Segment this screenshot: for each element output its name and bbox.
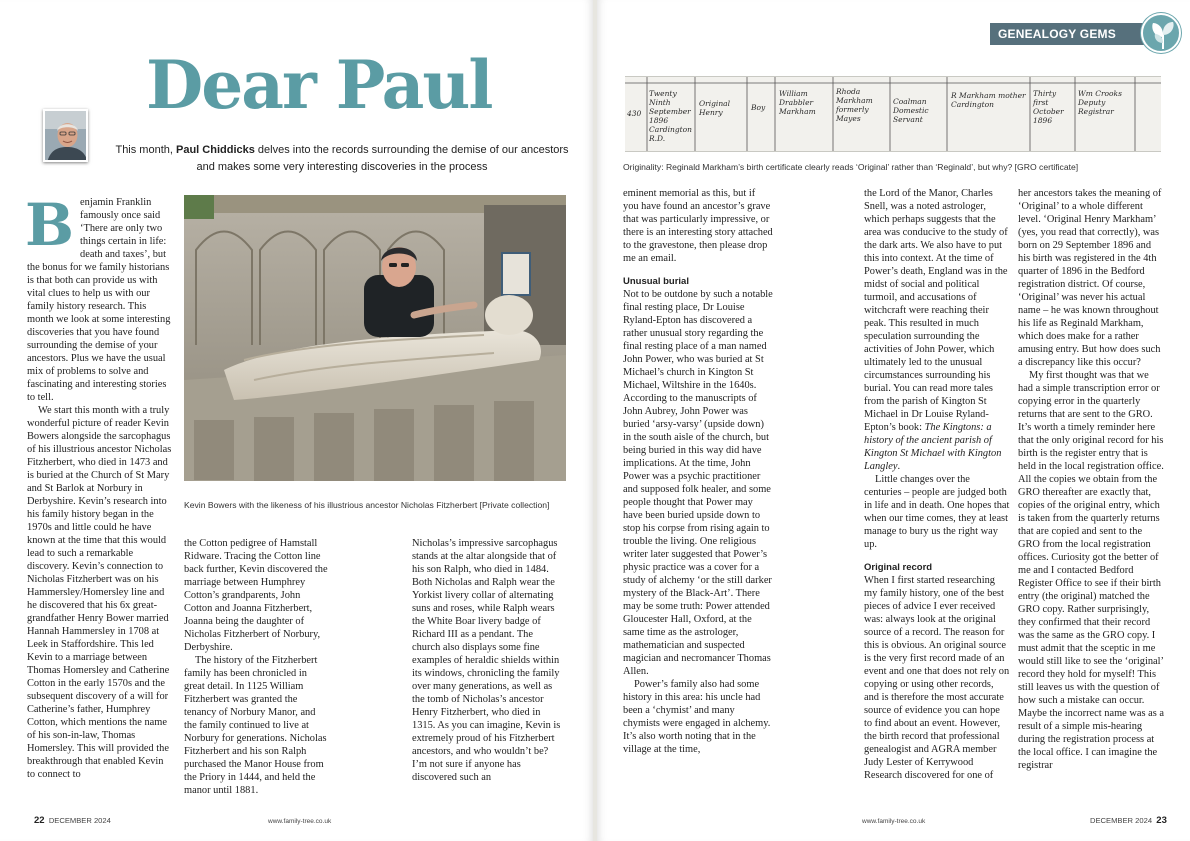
paragraph: [864, 187, 1010, 473]
cert-entry-no: 430: [627, 109, 642, 118]
cert-entry-sex: Boy: [751, 103, 766, 112]
paragraph: Not to be outdone by such a notable final resting place, Dr Louise Ryland-Epton has discovered a rather unusual story regarding the final resting place of a man named John Power, who was buried at St Michael’s church in Kington St Michael, Wiltshire in the 1640s. According to the manuscripts of John Aubrey, John Power was buried ‘arsy-varsy’ (upside down) in the south aisle of the church, but being buried in this way did have implications. At the time, John Power was a psychic practitioner and supposed folk healer, and some people thought that Power may have been buried upside down to stop his corpse from rising again to trouble the living. One religious writer later suggested that Power’s physic practice was a cover for a study of alchemy ‘or the still darker mystery of the Black-Art’. There may be some truth: Power attended Gloucester Hall, Oxford, at the same time as the astrologer, mathematician and suspected magician and necromancer Thomas Allen.: [623, 289, 773, 677]
issue-date: DECEMBER 2024: [48, 816, 111, 825]
right-footer-url: www.family-tree.co.uk: [862, 818, 926, 825]
cert-entry-informant: R Markham mother Cardington: [951, 91, 1026, 109]
article-column-2: [184, 537, 330, 797]
page-number: 23: [1156, 815, 1167, 826]
cert-entry-mother: Rhoda Markham formerly Mayes: [836, 87, 873, 123]
page-title: Dear Paul: [146, 46, 492, 124]
paragraph: her ancestors takes the meaning of ‘Original’ to a whole different level. ‘Original Henry Markham’ (yes, you read that correctly), was born on 29 September 1896 and his birth was registered in the 4th quarter of 1896 in the Bedford registration district. Of course, ‘Original’ was never his actual name – he was known throughout his life as Reginald Markham, which does make for a rather amusing entry. But how does such a discrepancy like this occur?: [1018, 188, 1162, 368]
paragraph: My first thought was that we had a simple transcription error or copying error in the quarterly returns that are sent to the GRO. It’s worth a timely reminder here that the only original record for his birth is the register entry that is held in the local registration office. All the copies we obtain from the GRO thereafter are exactly that, copies of the original entry, which is taken from the quarterly returns that are copied and sent to the GRO from the local registration offices. Curiosity got the better of me and I contacted Bedford Register Office to see if their birth entry (the original) matched the GRO copy. Rather surprisingly, they confirmed that their record was the same as the GRO copy. I must admit that the sceptic in me would still like to see the ‘original’ record they hold for myself! This still leaves us with the question of how such a mistake can occur. Maybe the incorrect name was as a result of a simple mis-hearing during the registration process at the local office. I can imagine the registrar: [1018, 370, 1164, 771]
paragraph: When I first started researching my family history, one of the best pieces of advice I ever received was: always look at the original source of a record. The reason for this is obvious. An original source is the very first record made of an event and one that does not rely on copying or using other records, and is therefore the most accurate source of evidence you can hope to find about an event. However, the birth record that professional genealogist and AGRA member Judy Lester of Kerrywood Research discovered for one of: [864, 575, 1010, 781]
author-portrait-icon: [45, 111, 88, 162]
birth-certificate: [625, 76, 1161, 152]
cert-entry-occupation: Coalman Domestic Servant: [893, 97, 929, 124]
paragraph: the Cotton pedigree of Hamstall Ridware. Tracing the Cotton line back further, Kevin discovered the marriage between Humphrey Cotton’s grandparents, John Cotton and Joanna Fitzherbert, Joanna being the daughter of Nicholas Fitzherbert of Norbury, Derbyshire.: [184, 538, 328, 653]
page-number: 22: [34, 815, 45, 826]
photo-caption: Kevin Bowers with the likeness of his illustrious ancestor Nicholas Fitzherbert [Private collection]: [184, 500, 550, 510]
leaf-icon: [1141, 13, 1181, 53]
cert-entry-registered: Thirty first October 1896: [1033, 89, 1064, 125]
article-column-4: [623, 187, 773, 756]
cert-entry-registrar: Wm Crooks Deputy Registrar: [1078, 89, 1122, 116]
left-footer: [34, 815, 111, 826]
cert-entry-date: Twenty Ninth September 1896 Cardington R.D.: [649, 89, 692, 143]
tomb-photo: [184, 195, 566, 481]
certificate-caption: Originality: Reginald Markham’s birth certificate clearly reads ‘Original’ rather than ‘Reginald’, but why? [GRO certificate]: [623, 162, 1079, 172]
right-footer: [1090, 815, 1167, 826]
paragraph: Little changes over the centuries – people are judged both in life and in death. One hopes that when our time comes, they at least manage to bury us the right way up.: [864, 474, 1010, 550]
left-footer-url: www.family-tree.co.uk: [268, 818, 332, 825]
paragraph: Nicholas’s impressive sarcophagus stands at the altar alongside that of his son Ralph, who died in 1484. Both Nicholas and Ralph wear the Yorkist livery collar of alternating suns and roses, while Ralph wears the White Boar livery badge of Richard III as a pendant. The church also displays some fine examples of heraldic shields within its windows, chronicling the family over many generations, as well as the tomb of Nicholas’s ancestor Henry Fitzherbert, who died in 1315. As you can imagine, Kevin is extremely proud of his Fitzherbert ancestors, and who wouldn’t be? I’m not sure if anyone has discovered such an: [412, 538, 561, 783]
standfirst-post: delves into the records surrounding the demise of our ancestors and makes some very interesting discoveries in the process: [196, 144, 569, 173]
author-photo: [43, 109, 88, 162]
tomb-illustration: [184, 195, 566, 481]
cert-entry-name: Original Henry: [699, 99, 731, 117]
paragraph: enjamin Franklin famously once said ‘There are only two things certain in life: death and taxes’, but the bonus for we family historians is that both can provide us with vital clues to help us with our family history research. This month we look at some interesting discoveries that you have found surrounding the demise of your ancestors. Plus we have the usual mix of problems to solve and fascinating and interesting stories to tell.: [27, 197, 171, 403]
issue-date: DECEMBER 2024: [1090, 816, 1153, 825]
author-name: Paul Chiddicks: [176, 144, 255, 156]
paragraph: Power’s family also had some history in this area: his uncle had been a ‘chymist’ and many chymists were engaged in alchemy. It’s also worth noting that in the village at the time,: [623, 679, 771, 755]
subheading-unusual-burial: Unusual burial: [623, 276, 689, 287]
text-run: .: [897, 461, 901, 472]
article-column-1: [25, 191, 173, 781]
paragraph: eminent memorial as this, but if you have found an ancestor’s grave that was particularly impressive, or there is an interesting story attached to the gravestone, then please drop me an email.: [623, 188, 773, 264]
paragraph: The history of the Fitzherbert family has been chronicled in great detail. In 1125 William Fitzherbert was granted the tenancy of Norbury Manor, and the family continued to live at Norbury for generations. Nicholas Fitzherbert and his son Ralph purchased the Manor House from the Priory in 1444, and held the manor until 1881.: [184, 655, 327, 796]
section-tag: GENEALOGY GEMS: [990, 23, 1147, 45]
article-column-5: [864, 187, 1010, 782]
standfirst: [112, 142, 572, 176]
article-column-6: [1018, 187, 1164, 772]
book-title: The Kingtons: a history of the ancient parish of Kington St Michael with Kington Langley: [864, 422, 1002, 472]
standfirst-pre: This month,: [115, 144, 176, 156]
subheading-original-record: Original record: [864, 562, 933, 573]
paragraph: We start this month with a truly wonderful picture of reader Kevin Bowers alongside the sarcophagus of his illustrious ancestor Nicholas Fitzherbert, who died in 1473 and is buried at the Church of St Mary and St Barlok at Norbury in Derbyshire. Kevin’s research into his family history began in the 1970s and little could he have known at the time that this would lead to such a remarkable discovery. Kevin’s connection to Nicholas Fitzherbert was on his Hammersley/Homersley line and he discovered that his 6x great-grandfather Henry Bower married Hannah Hammersley in 1708 at Leek in Staffordshire. This led Kevin to a marriage between Thomas Homersley and Catherine Cotton in the early 1570s and the subsequent discovery of a will for Catherine’s father, Humphrey Cotton, which mentions the name of his son-in-law, Thomas Homersley. This will provided the breakthrough that enabled Kevin to connect to: [27, 405, 172, 780]
text-run: the Lord of the Manor, Charles Snell, was a noted astrologer, which perhaps suggests that the area was conducive to the study of the dark arts. We also have to put this into context. At the time of Power’s death, England was in the midst of social and political turmoil, and accusations of witchcraft were reaching their peak. This resulted in much speculation surrounding the activities of John Power, which ultimately led to the unusual circumstances surrounding his burial. You can read more tales from the parish of Kington St Michael in Dr Louise Ryland-Epton’s book:: [864, 188, 1008, 433]
cert-entry-father: William Drabbler Markham: [779, 89, 816, 116]
article-column-3: [412, 537, 562, 784]
drop-cap: B: [25, 191, 75, 259]
certificate-entries: [625, 77, 1161, 151]
